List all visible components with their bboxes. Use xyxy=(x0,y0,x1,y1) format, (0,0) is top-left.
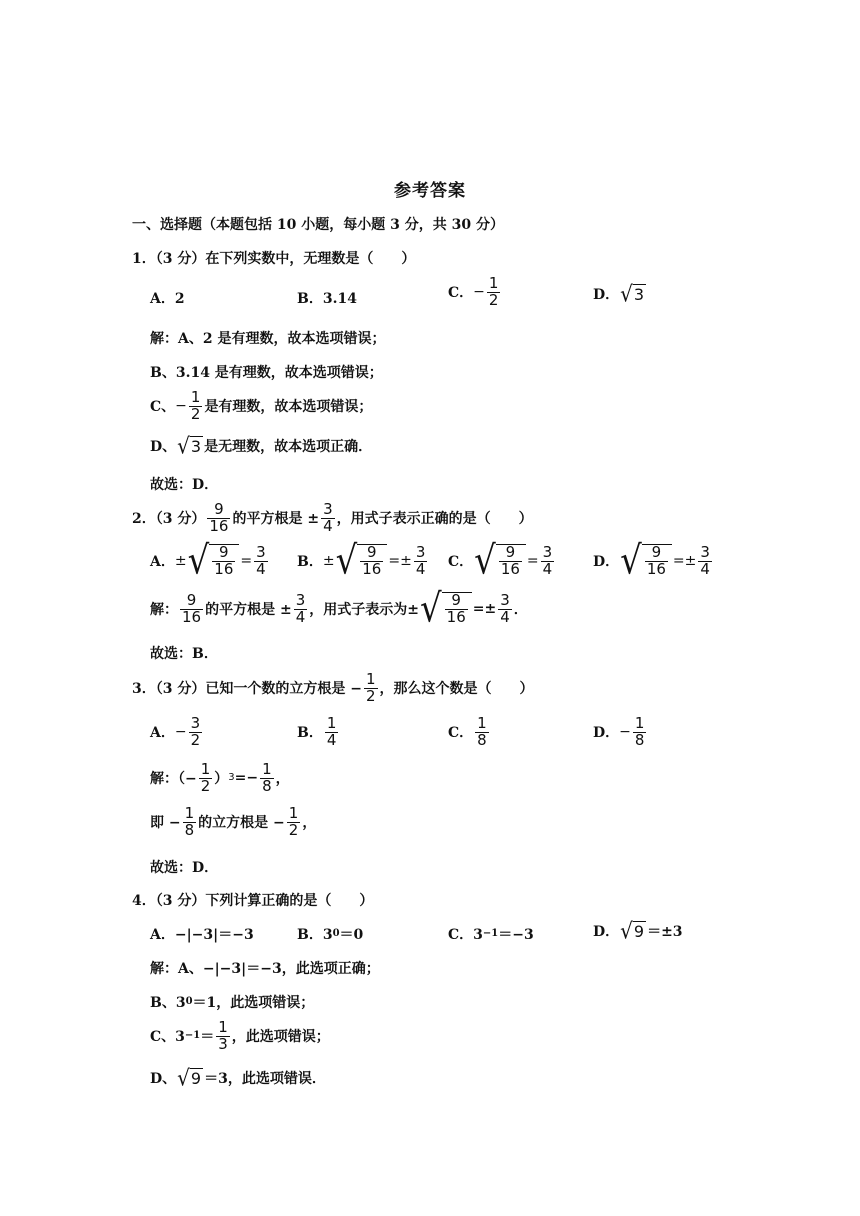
q1-option-c-label: C． xyxy=(448,285,474,302)
fraction: $\frac{1}{2}$ xyxy=(365,670,376,705)
minus-sign: − xyxy=(473,284,485,301)
q3-option-c: C． $\frac{1}{8}$ xyxy=(448,714,487,749)
q2-option-b: B． ± √ $\frac{9}{16}$ = ± $\frac{3}{4}$ xyxy=(297,538,426,584)
q1-solution-d: D、 √ 3 是无理数，故本选项正确． xyxy=(150,432,373,460)
q4-option-d: D． √ 9 ＝±3 xyxy=(593,917,683,945)
q1-stem: 1．（3 分）在下列实数中，无理数是（ ） xyxy=(132,251,416,267)
sqrt-expression: √ 3 xyxy=(177,432,202,460)
q4-stem: 4．（3 分）下列计算正确的是（ ） xyxy=(132,893,374,909)
q1-option-b: B．3.14 xyxy=(297,291,357,307)
q2-option-a: A． ± √ $\frac{9}{16}$ = $\frac{3}{4}$ xyxy=(150,538,266,584)
sqrt-expression: √ $\frac{9}{16}$ xyxy=(188,544,240,578)
q1-option-a: A．2 xyxy=(150,291,185,307)
sqrt-expression: √ $\frac{9}{16}$ xyxy=(474,544,526,578)
q3-solution-line2: 即 − $\frac{1}{8}$ 的立方根是 − $\frac{1}{2}$ ， xyxy=(150,804,317,839)
fraction: $\frac{1}{2}$ xyxy=(488,274,499,309)
q3-stem: 3．（3 分）已知一个数的立方根是 − $\frac{1}{2}$ ，那么这个数是（ ） xyxy=(132,670,534,705)
q4-option-c: C．3 −1 ＝−3 xyxy=(448,927,534,943)
q2-stem: 2．（3 分） $\frac{9}{16}$ 的平方根是 ± $\frac{3}{4}$ ，用式子表示正确的是（ ） xyxy=(132,500,533,535)
fraction: $\frac{1}{2}$ xyxy=(190,388,201,423)
q1-option-d xyxy=(593,280,647,308)
q1-option-d-label: D． xyxy=(593,287,620,303)
q1-option-c xyxy=(448,276,502,309)
q3-option-b: B． $\frac{1}{4}$ xyxy=(297,714,337,749)
section-heading: 一、选择题（本题包括 10 小题，每小题 3 分，共 30 分） xyxy=(132,217,504,233)
q2-answer: 故选：B． xyxy=(150,646,218,662)
q4-option-b: B．3 0 ＝0 xyxy=(297,927,364,943)
sqrt-expression: √ 9 xyxy=(620,917,645,945)
q1-solution-c: C、 − $\frac{1}{2}$ 是有理数，故本选项错误； xyxy=(150,388,373,423)
sqrt-expression: √ $\frac{9}{16}$ xyxy=(336,544,388,578)
q2-option-d: D． √ $\frac{9}{16}$ = ± $\frac{3}{4}$ xyxy=(593,538,710,584)
sqrt-expression: √ $\frac{9}{16}$ xyxy=(620,544,672,578)
q3-answer: 故选：D． xyxy=(150,860,219,876)
q3-solution-line1: 解：（− $\frac{1}{2}$ ） 3 =− $\frac{1}{8}$ ， xyxy=(150,760,290,795)
q1-solution-a: 解：A、2 是有理数，故本选项错误； xyxy=(150,331,386,347)
q2-option-c: C． √ $\frac{9}{16}$ = $\frac{3}{4}$ xyxy=(448,538,553,584)
fraction: $\frac{3}{4}$ xyxy=(323,500,333,535)
sqrt-expression: √ 9 xyxy=(177,1064,202,1092)
q4-solution-c: C、3 −1 ＝ $\frac{1}{3}$ ，此选项错误； xyxy=(150,1018,330,1053)
fraction: $\frac{9}{16}$ xyxy=(209,500,229,535)
q3-option-d: D． − $\frac{1}{8}$ xyxy=(593,714,645,749)
q4-solution-b: B、3 0 ＝1，此选项错误； xyxy=(150,995,315,1011)
q3-option-a: A． − $\frac{3}{2}$ xyxy=(150,714,201,749)
q4-solution-d: D、 √ 9 ＝3，此选项错误． xyxy=(150,1064,326,1092)
q2-solution: 解： $\frac{9}{16}$ 的平方根是 ± $\frac{3}{4}$ ，用式子表示为± √ $\frac{9}{16}$ =± $\frac{3}{4}$ ． xyxy=(150,586,528,632)
q4-option-a: A．−|−3|＝−3 xyxy=(150,927,254,943)
q1-solution-b: B、3.14 是有理数，故本选项错误； xyxy=(150,365,383,381)
sqrt-expression: √ $\frac{9}{16}$ xyxy=(420,592,472,626)
sqrt-expression: √ 3 xyxy=(620,280,645,308)
q1-answer: 故选：D． xyxy=(150,477,219,493)
q4-solution-a: 解：A、−|−3|＝−3，此选项正确； xyxy=(150,961,380,977)
page-title: 参考答案 xyxy=(394,181,466,201)
